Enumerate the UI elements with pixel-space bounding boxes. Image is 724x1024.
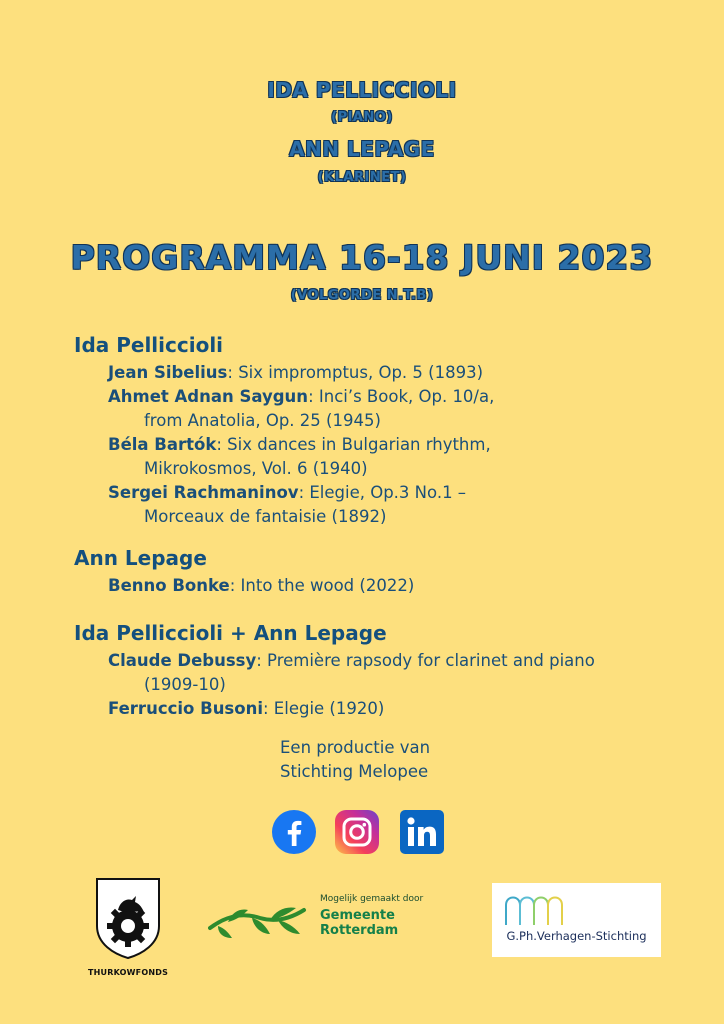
work-continuation: Morceaux de fantaisie (1892) bbox=[144, 507, 387, 526]
program-item bbox=[108, 574, 714, 598]
work-title: : Into the wood (2022) bbox=[229, 576, 415, 595]
verhagen-stichting-logo bbox=[492, 883, 661, 957]
rotterdam-line-2: Rotterdam bbox=[320, 923, 399, 938]
section-ida-pelliccioli bbox=[74, 333, 714, 529]
section-heading: Ann Lepage bbox=[74, 546, 207, 570]
performer-2-name: ANN LEPAGE bbox=[289, 137, 435, 161]
verhagen-label: G.Ph.Verhagen-Stichting bbox=[506, 929, 647, 943]
production-line-2: Stichting Melopee bbox=[280, 762, 429, 781]
facebook-icon[interactable] bbox=[271, 809, 317, 855]
performer-1-role: (PIANO) bbox=[331, 110, 393, 125]
composer-name: Ferruccio Busoni bbox=[108, 699, 263, 718]
composer-name: Ahmet Adnan Saygun bbox=[108, 387, 309, 406]
composer-name: Béla Bartók bbox=[108, 435, 217, 454]
program-item bbox=[108, 481, 714, 529]
work-title: : Six dances in Bulgarian rhythm, bbox=[216, 435, 491, 454]
work-title: : Inci’s Book, Op. 10/a, bbox=[308, 387, 495, 406]
rotterdam-line-1: Gemeente bbox=[320, 908, 395, 923]
section-duo bbox=[74, 621, 714, 721]
rotterdam-caption: Mogelijk gemaakt door bbox=[320, 894, 424, 904]
program-item bbox=[108, 385, 714, 433]
program-item bbox=[108, 361, 714, 385]
section-heading: Ida Pelliccioli + Ann Lepage bbox=[74, 621, 387, 645]
production-credit bbox=[280, 736, 430, 784]
program-title: PROGRAMMA 16-18 JUNI 2023 bbox=[70, 238, 654, 277]
program-subtitle: (VOLGORDE N.T.B) bbox=[290, 288, 434, 303]
work-continuation: (1909-10) bbox=[144, 675, 226, 694]
linkedin-icon[interactable] bbox=[399, 809, 445, 855]
thurkowfonds-logo bbox=[88, 876, 168, 977]
work-title: : Elegie, Op.3 No.1 – bbox=[298, 483, 467, 502]
composer-name: Claude Debussy bbox=[108, 651, 257, 670]
performer-1-name: IDA PELLICCIOLI bbox=[267, 78, 457, 102]
composer-name: Jean Sibelius bbox=[108, 363, 228, 382]
rotterdam-branch-icon bbox=[208, 898, 312, 942]
thurkow-crest-icon bbox=[94, 876, 162, 960]
work-continuation: Mikrokosmos, Vol. 6 (1940) bbox=[144, 459, 368, 478]
composer-name: Sergei Rachmaninov bbox=[108, 483, 299, 502]
work-title: : Elegie (1920) bbox=[263, 699, 385, 718]
work-continuation: from Anatolia, Op. 25 (1945) bbox=[144, 411, 381, 430]
instagram-icon[interactable] bbox=[334, 809, 380, 855]
work-title: : Première rapsody for clarinet and piano bbox=[256, 651, 595, 670]
gemeente-rotterdam-logo bbox=[208, 892, 438, 952]
program-item bbox=[108, 433, 714, 481]
section-heading: Ida Pelliccioli bbox=[74, 333, 224, 357]
program-item bbox=[108, 697, 714, 721]
section-ann-lepage bbox=[74, 546, 714, 598]
thurkowfonds-label: THURKOWFONDS bbox=[88, 968, 169, 977]
program-item bbox=[108, 649, 714, 697]
production-line-1: Een productie van bbox=[280, 738, 431, 757]
performer-2-role: (KLARINET) bbox=[317, 170, 407, 185]
composer-name: Benno Bonke bbox=[108, 576, 230, 595]
work-title: : Six impromptus, Op. 5 (1893) bbox=[227, 363, 484, 382]
verhagen-arches-icon bbox=[492, 883, 661, 931]
